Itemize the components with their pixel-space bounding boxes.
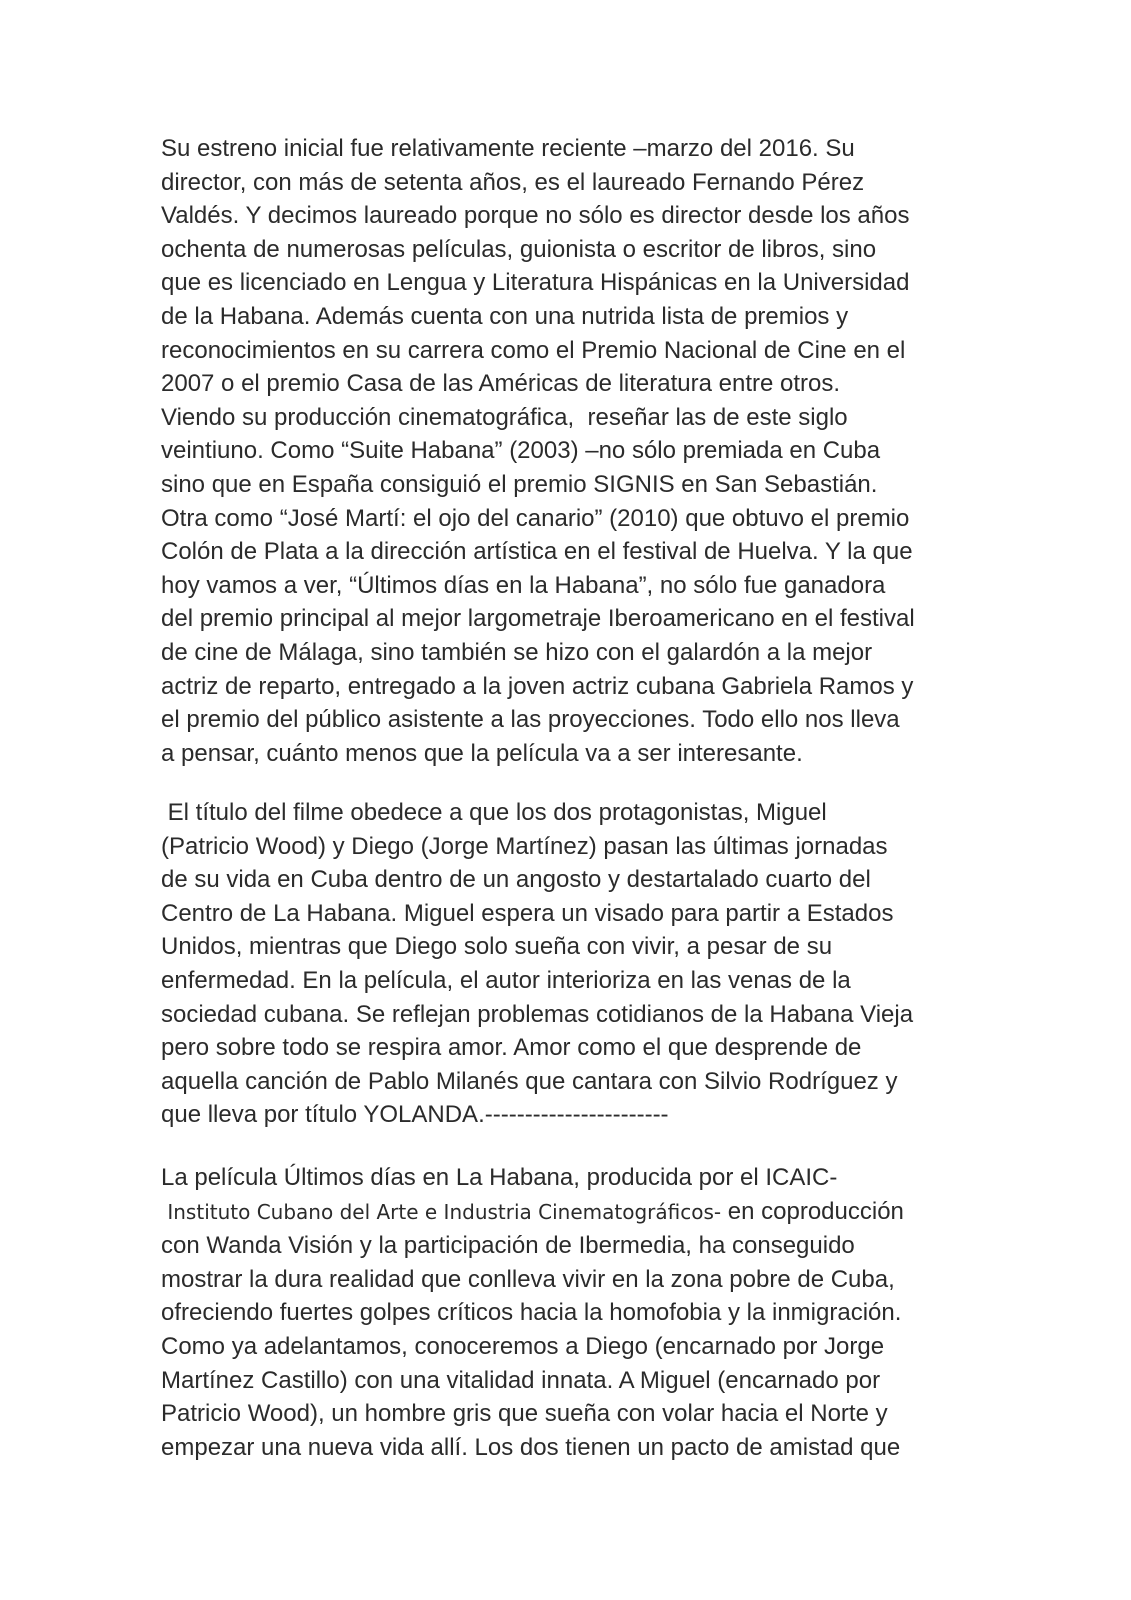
- text-line: Valdés. Y decimos laureado porque no sólo es director desde los años: [161, 202, 910, 230]
- text-line: Colón de Plata a la dirección artística en el festival de Huelva. Y la que: [161, 538, 913, 566]
- text-line: enfermedad. En la película, el autor interioriza en las venas de la: [161, 966, 851, 994]
- text-line: Martínez Castillo) con una vitalidad innata. A Miguel (encarnado por: [161, 1366, 881, 1394]
- text-line: empezar una nueva vida allí. Los dos tienen un pacto de amistad que: [161, 1433, 901, 1461]
- text-line: ochenta de numerosas películas, guionista o escritor de libros, sino: [161, 235, 877, 263]
- text-line: hoy vamos a ver, “Últimos días en la Habana”, no sólo fue ganadora: [161, 571, 886, 599]
- text-line: del premio principal al mejor largometraje Iberoamericano en el festival: [161, 605, 915, 633]
- text-line: Unidos, mientras que Diego solo sueña con vivir, a pesar de su: [161, 933, 833, 961]
- text-line: Como ya adelantamos, conoceremos a Diego (encarnado por Jorge: [161, 1332, 885, 1360]
- text-line: con Wanda Visión y la participación de Ibermedia, ha conseguido: [161, 1232, 855, 1260]
- text-line: sociedad cubana. Se reflejan problemas cotidianos de la Habana Vieja: [161, 1000, 914, 1028]
- text-line: Centro de La Habana. Miguel espera un visado para partir a Estados: [161, 899, 894, 927]
- text-line: veintiuno. Como “Suite Habana” (2003) –no sólo premiada en Cuba: [161, 437, 881, 465]
- text-line: pero sobre todo se respira amor. Amor como el que desprende de: [161, 1034, 862, 1062]
- text-line: La película Últimos días en La Habana, producida por el ICAIC-: [161, 1164, 838, 1191]
- text-line: (Patricio Wood) y Diego (Jorge Martínez) pasan las últimas jornadas: [161, 832, 888, 860]
- text-line: sino que en España consiguió el premio SIGNIS en San Sebastián.: [161, 470, 878, 498]
- text-line: actriz de reparto, entregado a la joven actriz cubana Gabriela Ramos y: [161, 672, 914, 700]
- text-line: Patricio Wood), un hombre gris que sueña con volar hacia el Norte y: [161, 1400, 888, 1428]
- text-line: que es licenciado en Lengua y Literatura Hispánicas en la Universidad: [161, 269, 910, 297]
- paragraph-1: [161, 132, 981, 770]
- text-line: mostrar la dura realidad que conlleva vivir en la zona pobre de Cuba,: [161, 1265, 895, 1293]
- text-line: 2007 o el premio Casa de las Américas de literatura entre otros.: [161, 370, 841, 398]
- paragraph-3: [161, 1161, 981, 1464]
- text-line: Viendo su producción cinematográfica, reseñar las de este siglo: [161, 403, 848, 431]
- text-line: Su estreno inicial fue relativamente reciente –marzo del 2016. Su: [161, 135, 855, 162]
- text-line: el premio del público asistente a las proyecciones. Todo ello nos lleva: [161, 706, 900, 734]
- text-line: El título del filme obedece a que los dos protagonistas, Miguel: [161, 799, 827, 826]
- institute-name: Instituto Cubano del Arte e Industria Cinematográficos-: [161, 1199, 722, 1224]
- text-line: de la Habana. Además cuenta con una nutrida lista de premios y: [161, 302, 849, 330]
- text-line: a pensar, cuánto menos que la película va a ser interesante.: [161, 739, 803, 767]
- text-fragment: en coproducción: [721, 1197, 904, 1225]
- text-line: Otra como “José Martí: el ojo del canario” (2010) que obtuvo el premio: [161, 504, 910, 532]
- text-line-mixed: [161, 1195, 981, 1230]
- paragraph-2: [161, 796, 981, 1132]
- text-line: que lleva por título YOLANDA.-----------------------: [161, 1101, 669, 1129]
- text-line: ofreciendo fuertes golpes críticos hacia la homofobia y la inmigración.: [161, 1299, 902, 1327]
- text-line: director, con más de setenta años, es el laureado Fernando Pérez: [161, 168, 865, 196]
- text-line: de cine de Málaga, sino también se hizo con el galardón a la mejor: [161, 638, 873, 666]
- text-line: de su vida en Cuba dentro de un angosto y destartalado cuarto del: [161, 866, 871, 894]
- text-line: reconocimientos en su carrera como el Premio Nacional de Cine en el: [161, 336, 906, 364]
- text-line: aquella canción de Pablo Milanés que cantara con Silvio Rodríguez y: [161, 1067, 898, 1095]
